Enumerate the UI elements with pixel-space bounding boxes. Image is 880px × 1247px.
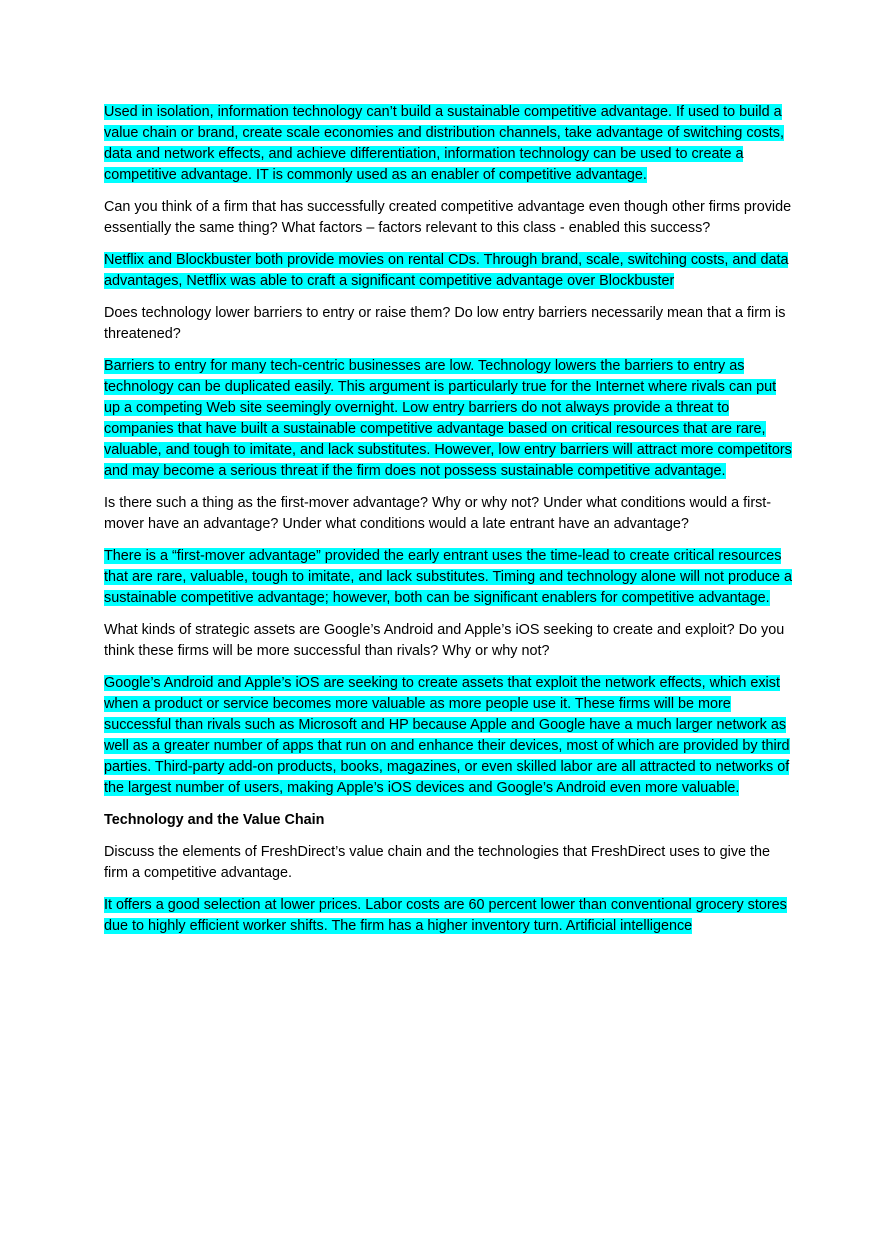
highlighted-text: Barriers to entry for many tech-centric businesses are low. Technology lowers the barriers to entry as technology can be duplicated easily. This argument is particularly true for the Internet where rivals can put up a competing Web site seemingly overnight. Low entry barriers do not always provide a threat to companies that have built a sustainable competitive advantage based on critical resources that are rare, valuable, and tough to imitate, and lack substitutes. However, low entry barriers will attract more competitors and may become a serious threat if the firm does not possess sustainable competitive advantage. [104, 358, 792, 479]
answer-paragraph [104, 356, 794, 482]
answer-paragraph [104, 546, 794, 609]
section-heading: Technology and the Value Chain [104, 812, 325, 828]
answer-paragraph [104, 250, 794, 292]
question-paragraph: Does technology lower barriers to entry or raise them? Do low entry barriers necessarily mean that a firm is threatened? [104, 305, 786, 342]
answer-paragraph [104, 102, 794, 186]
highlighted-text: There is a “first-mover advantage” provided the early entrant uses the time-lead to create critical resources that are rare, valuable, tough to imitate, and lack substitutes. Timing and technology alone will not produce a sustainable competitive advantage; however, both can be significant enablers for competitive advantage. [104, 548, 792, 606]
highlighted-text: Netflix and Blockbuster both provide movies on rental CDs. Through brand, scale, switching costs, and data advantages, Netflix was able to craft a significant competitive advantage over Blockbuster [104, 252, 789, 289]
highlighted-text: Google’s Android and Apple’s iOS are seeking to create assets that exploit the network effects, which exist when a product or service becomes more valuable as more people use it. These firms will be more successful than rivals such as Microsoft and HP because Apple and Google have a much larger network as well as a greater number of apps that run on and enhance their devices, most of which are provided by third parties. Third-party add-on products, books, magazines, or even skilled labor are all attracted to networks of the largest number of users, making Apple’s iOS devices and Google’s Android even more valuable. [104, 675, 790, 796]
question-paragraph: Discuss the elements of FreshDirect’s value chain and the technologies that FreshDirect uses to give the firm a competitive advantage. [104, 844, 771, 881]
question-paragraph: Is there such a thing as the first-mover advantage? Why or why not? Under what conditions would a first-mover have an advantage? Under what conditions would a late entrant have an advantage? [104, 495, 772, 532]
document-page [104, 102, 794, 948]
question-paragraph: Can you think of a firm that has successfully created competitive advantage even though other firms provide essentially the same thing? What factors – factors relevant to this class - enabled this success? [104, 199, 792, 236]
question-paragraph: What kinds of strategic assets are Google’s Android and Apple’s iOS seeking to create and exploit? Do you think these firms will be more successful than rivals? Why or why not? [104, 622, 785, 659]
answer-paragraph [104, 895, 794, 937]
highlighted-text: Used in isolation, information technology can’t build a sustainable competitive advantage. If used to build a value chain or brand, create scale economies and distribution channels, take advantage of switching costs, data and network effects, and achieve differentiation, information technology can be used to create a competitive advantage. IT is commonly used as an enabler of competitive advantage. [104, 104, 784, 183]
answer-paragraph [104, 673, 794, 799]
highlighted-text: It offers a good selection at lower prices. Labor costs are 60 percent lower than conventional grocery stores due to highly efficient worker shifts. The firm has a higher inventory turn. Artificial intelligence [104, 897, 787, 934]
